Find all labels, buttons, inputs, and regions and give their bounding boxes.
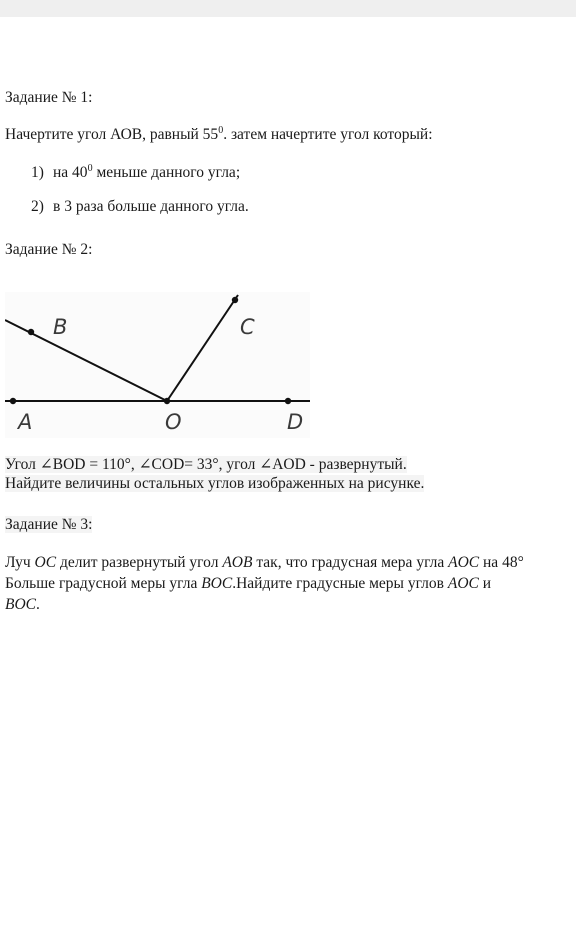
task2-question-text: Найдите величины остальных углов изображенных на рисунке. [5, 475, 425, 492]
label-D: D [287, 410, 304, 434]
label-O: O [165, 410, 182, 434]
task1-item-2 [31, 197, 249, 216]
task1-item-text-a: в 3 раза больше данного угла. [53, 198, 249, 215]
label-A: A [18, 410, 33, 434]
task1-statement-degree: 0 [218, 125, 224, 136]
task1-statement-a: Начертите угол АОВ, равный 55 [5, 126, 219, 143]
label-C: C [240, 315, 255, 339]
task1-title: Задание № 1: [5, 89, 93, 106]
angle-name: BOC [201, 575, 233, 592]
task3-text: Больше градусной меры угла [5, 575, 202, 592]
angle-figure [5, 292, 310, 438]
angle-name: AOB [222, 554, 253, 571]
task1-item-number: 1) [31, 164, 44, 181]
task3-line-1 [5, 553, 524, 572]
angle-diagram [5, 292, 310, 438]
point-A [10, 398, 16, 404]
angle-name: AOC [447, 575, 479, 592]
point-O [164, 398, 170, 404]
ray-name: OC [34, 554, 57, 571]
task3-title-text: Задание № 3: [5, 516, 93, 533]
task3-text: делит развернутый угол [56, 554, 223, 571]
task2-question [5, 474, 424, 493]
task3-text: на 48° [479, 554, 524, 571]
top-bar [0, 0, 576, 17]
task3-line-2 [5, 574, 491, 593]
task1-statement [5, 125, 433, 144]
angle-name: BOC [5, 596, 36, 613]
point-B [28, 329, 34, 335]
task1-item-number: 2) [31, 198, 44, 215]
task2-title: Задание № 2: [5, 241, 93, 258]
task3-text: . [36, 596, 40, 613]
task3-line-3 [5, 595, 40, 614]
task1-item-degree: 0 [87, 163, 93, 174]
task2-condition [5, 455, 407, 474]
point-D [285, 398, 291, 404]
angle-name: AOC [448, 554, 480, 571]
task1-item-1 [31, 163, 240, 182]
task3-text: и [478, 575, 492, 592]
task3-text: .Найдите градусные меры углов [232, 575, 448, 592]
task3-title [5, 515, 92, 534]
task3-text: так, что градусная мера угла [252, 554, 449, 571]
label-B: B [53, 315, 68, 339]
ray-OC [167, 295, 238, 401]
task1-item-text-a: на 40 [53, 164, 88, 181]
task1-statement-b: . затем начертите угол который: [223, 126, 433, 143]
task1-item-text-b: меньше данного угла; [92, 164, 241, 181]
task3-text: Луч [5, 554, 35, 571]
task2-condition-text: Угол ∠BOD = 110°, ∠COD= 33°, угол ∠AOD - развернутый. [5, 456, 407, 473]
point-C [232, 297, 238, 303]
